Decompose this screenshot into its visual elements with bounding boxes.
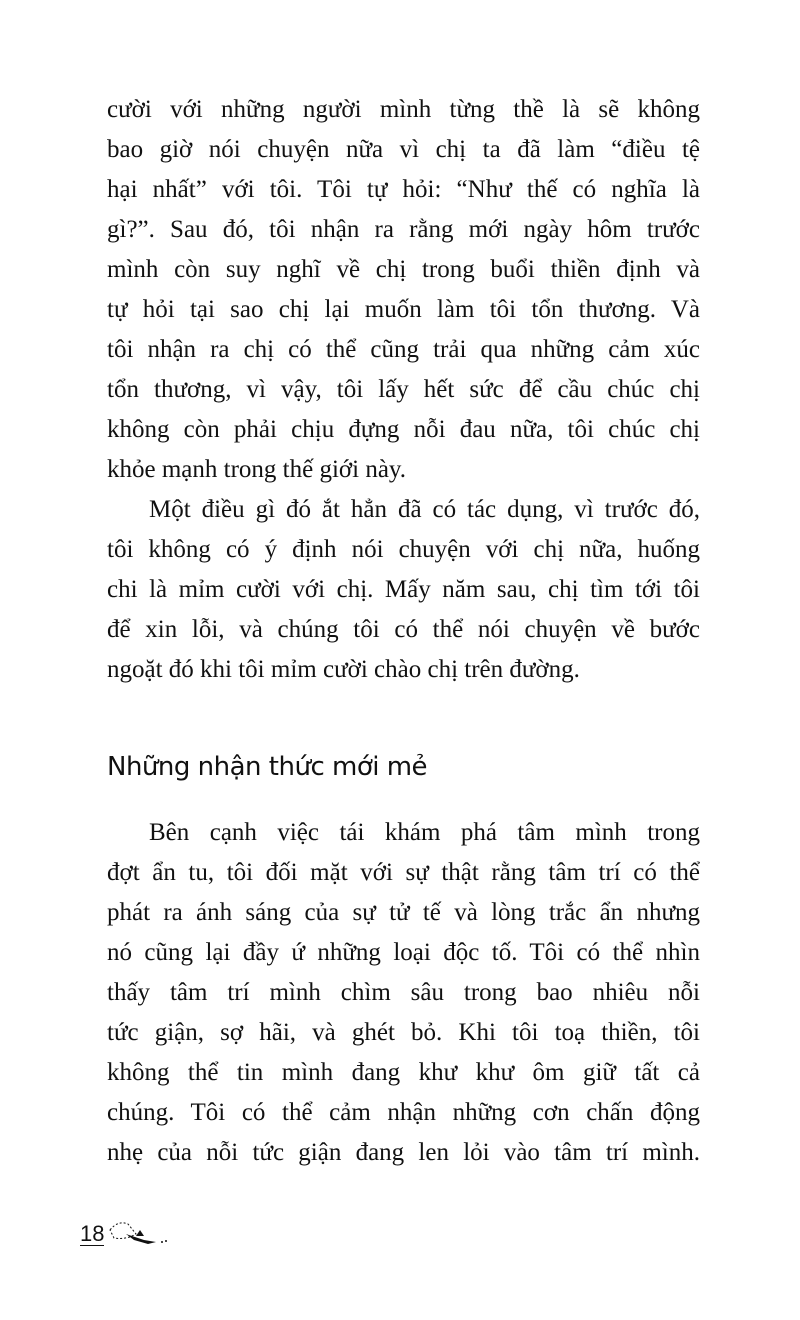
paragraph-2 [107, 490, 700, 690]
text-line: cười với những người mình từng thề là sẽ không [107, 96, 700, 123]
text-line: để xin lỗi, và chúng tôi có thể nói chuyện về bước [107, 616, 700, 643]
text-line: mình còn suy nghĩ về chị trong buổi thiền định và [107, 256, 700, 283]
text-line: Bên cạnh việc tái khám phá tâm mình trong [149, 819, 700, 846]
page-number: 18 [80, 1221, 105, 1246]
text-line: nó cũng lại đầy ứ những loại độc tố. Tôi có thể nhìn [107, 939, 700, 966]
paragraph-1 [107, 90, 700, 490]
text-line: tổn thương, vì vậy, tôi lấy hết sức để cầu chúc chị [107, 376, 700, 403]
text-line: chi là mỉm cười với chị. Mấy năm sau, chị tìm tới tôi [107, 576, 700, 603]
text-line: tức giận, sợ hãi, và ghét bỏ. Khi tôi toạ thiền, tôi [107, 1019, 700, 1046]
text-line: Một điều gì đó ắt hẳn đã có tác dụng, vì trước đó, [149, 496, 700, 523]
page-body [107, 90, 700, 683]
text-line: đợt ẩn tu, tôi đối mặt với sự thật rằng tâm trí có thể [107, 859, 700, 886]
page-footer [80, 1218, 184, 1246]
section-heading: Những nhận thức mới mẻ [107, 752, 428, 782]
text-line: không thể tin mình đang khư khư ôm giữ tất cả [107, 1059, 700, 1086]
text-line: tôi nhận ra chị có thể cũng trải qua những cảm xúc [107, 336, 700, 363]
text-line: gì?”. Sau đó, tôi nhận ra rằng mới ngày hôm trước [107, 216, 700, 243]
text-line: tôi không có ý định nói chuyện với chị nữa, huống [107, 536, 700, 563]
text-line: hại nhất” với tôi. Tôi tự hỏi: “Như thế có nghĩa là [107, 176, 700, 203]
text-line: ngoặt đó khi tôi mỉm cười chào chị trên đường. [107, 656, 580, 683]
ornament-icon [104, 1218, 184, 1246]
text-line: tự hỏi tại sao chị lại muốn làm tôi tổn thương. Và [107, 296, 700, 323]
text-line: bao giờ nói chuyện nữa vì chị ta đã làm “điều tệ [107, 136, 700, 163]
text-line: chúng. Tôi có thể cảm nhận những cơn chấn động [107, 1099, 700, 1126]
text-line: khỏe mạnh trong thế giới này. [107, 456, 407, 483]
text-line: thấy tâm trí mình chìm sâu trong bao nhiêu nỗi [107, 979, 700, 1006]
text-line: không còn phải chịu đựng nỗi đau nữa, tôi chúc chị [107, 416, 700, 443]
paragraph-3 [107, 813, 700, 1173]
text-line: nhẹ của nỗi tức giận đang len lỏi vào tâm trí mình. [107, 1139, 700, 1166]
text-line: phát ra ánh sáng của sự tử tế và lòng trắc ẩn nhưng [107, 899, 700, 926]
